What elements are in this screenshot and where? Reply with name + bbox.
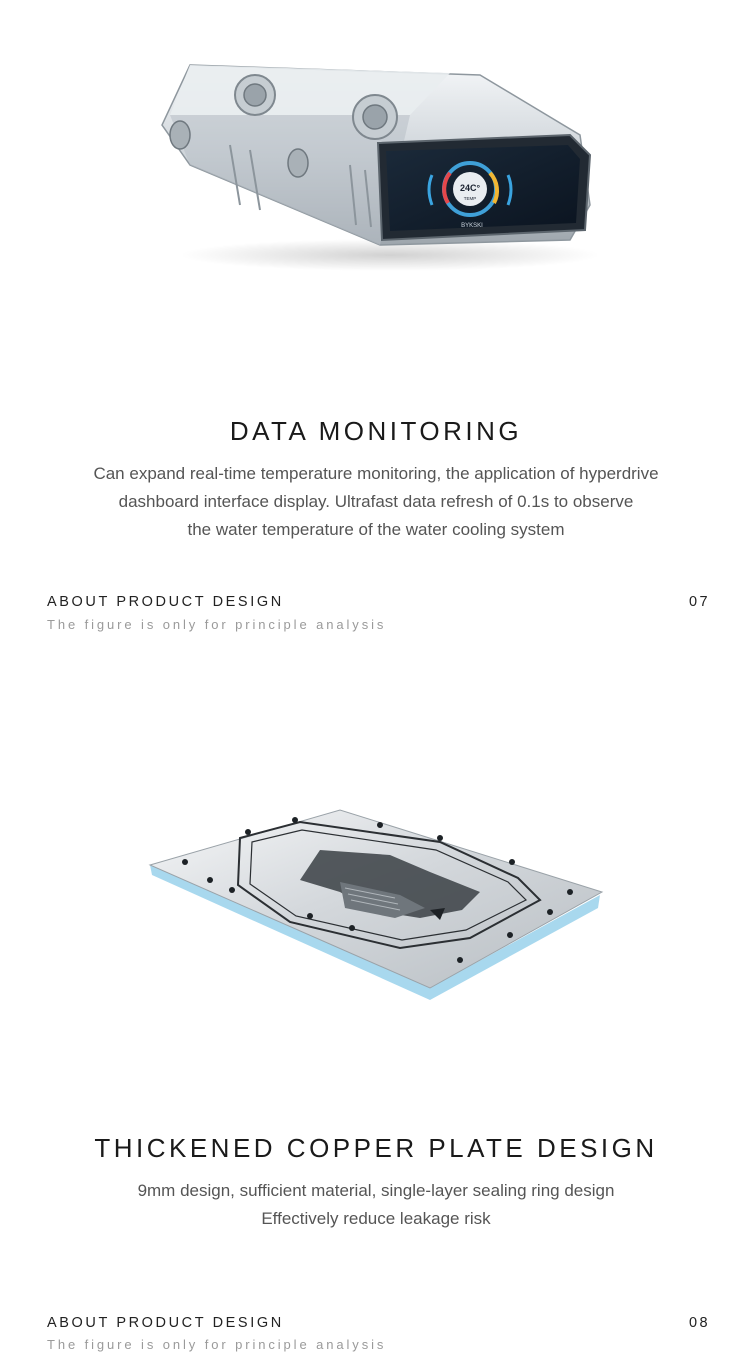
principle-analysis-note: The figure is only for principle analysis bbox=[47, 1337, 387, 1352]
screen-temp-label: TEMP bbox=[463, 196, 477, 201]
copper-plate-image bbox=[140, 800, 610, 1005]
description-line: dashboard interface display. Ultrafast data refresh of 0.1s to observe bbox=[118, 492, 634, 511]
section-title-copper-plate: THICKENED COPPER PLATE DESIGN bbox=[94, 1133, 658, 1163]
section-description-1 bbox=[0, 460, 752, 544]
about-product-design-heading: ABOUT PRODUCT DESIGN bbox=[47, 594, 284, 610]
page-number: 07 bbox=[689, 594, 710, 610]
screen-brand: BYKSKI bbox=[461, 223, 483, 229]
screen-temp-value: 24C° bbox=[459, 183, 481, 193]
section-description-2 bbox=[0, 1177, 752, 1233]
description-line: Can expand real-time temperature monitoring, the application of hyperdrive bbox=[93, 464, 659, 483]
page-number: 08 bbox=[689, 1315, 710, 1331]
principle-analysis-note: The figure is only for principle analysis bbox=[47, 617, 387, 632]
description-line: 9mm design, sufficient material, single-layer sealing ring design bbox=[137, 1181, 615, 1200]
section-title-data-monitoring: DATA MONITORING bbox=[229, 416, 523, 446]
description-line: the water temperature of the water cooling system bbox=[187, 520, 565, 539]
description-line: Effectively reduce leakage risk bbox=[261, 1209, 491, 1228]
about-product-design-heading: ABOUT PRODUCT DESIGN bbox=[47, 1315, 284, 1331]
terminal-block-image bbox=[150, 55, 600, 275]
